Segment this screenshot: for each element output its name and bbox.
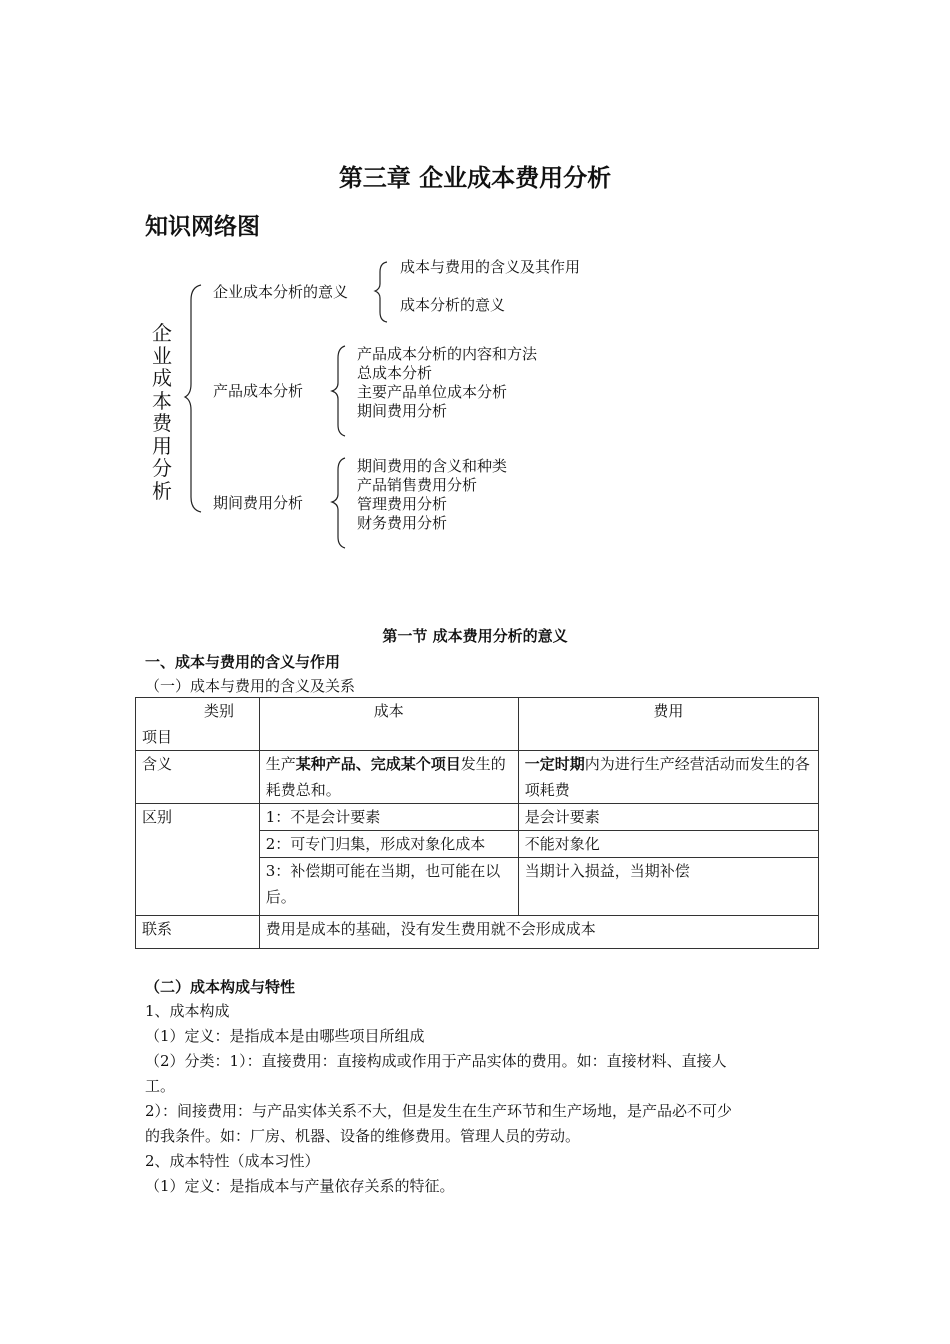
paragraph: 1、成本构成 — [145, 1002, 230, 1020]
paragraph: 2、成本特性（成本习性） — [145, 1152, 320, 1170]
branch-item: 管理费用分析 — [357, 495, 448, 513]
row-label: 区别 — [136, 804, 260, 916]
header-diagonal-cell — [136, 698, 260, 751]
difference-cost: 3：补偿期可能在当期，也可能在以后。 — [259, 858, 518, 916]
paragraph: （2）分类：1）：直接费用：直接构成或作用于产品实体的费用。如：直接材料、直接人 — [145, 1052, 727, 1070]
difference-cost: 2：可专门归集，形成对象化成本 — [259, 831, 518, 858]
heading-1: 一、成本与费用的含义与作用 — [145, 653, 341, 671]
branch-label: 期间费用分析 — [213, 494, 304, 512]
cost-expense-table — [135, 697, 819, 949]
table-row-difference — [136, 804, 819, 831]
difference-cost: 1：不是会计要素 — [259, 804, 518, 831]
brace-branch-3 — [332, 458, 345, 548]
table-header-row — [136, 698, 819, 751]
difference-expense: 不能对象化 — [518, 831, 818, 858]
paragraph: 工。 — [145, 1077, 176, 1095]
branch-item: 成本与费用的含义及其作用 — [400, 258, 581, 276]
branch-label: 产品成本分析 — [213, 382, 304, 400]
paragraph: （1）定义：是指成本与产量依存关系的特征。 — [145, 1177, 455, 1195]
branch-item: 产品销售费用分析 — [357, 476, 478, 494]
paragraph: 的我条件。如：厂房、机器、设备的维修费用。管理人员的劳动。 — [145, 1127, 581, 1145]
meaning-cost: 生产某种产品、完成某个项目发生的耗费总和。 — [259, 751, 518, 804]
table-row-meaning — [136, 751, 819, 804]
header-expense: 费用 — [518, 698, 818, 751]
branch-item: 主要产品单位成本分析 — [357, 383, 508, 401]
brace-root — [185, 285, 201, 512]
relation-text: 费用是成本的基础，没有发生费用就不会形成成本 — [259, 916, 818, 949]
knowledge-network-heading: 知识网络图 — [145, 214, 260, 240]
branch-item: 产品成本分析的内容和方法 — [357, 345, 538, 363]
row-label: 含义 — [136, 751, 260, 804]
branch-item: 期间费用的含义和种类 — [357, 457, 508, 475]
brace-branch-1 — [375, 262, 387, 322]
branch-item: 财务费用分析 — [357, 514, 448, 532]
section-title: 第一节 成本费用分析的意义 — [382, 627, 568, 645]
branch-item: 成本分析的意义 — [400, 296, 506, 314]
header-cost: 成本 — [259, 698, 518, 751]
chapter-title: 第三章 企业成本费用分析 — [338, 164, 612, 192]
row-label: 联系 — [136, 916, 260, 949]
header-category: 类别 — [204, 702, 235, 720]
difference-expense: 当期计入损益，当期补偿 — [518, 858, 818, 916]
branch-label: 企业成本分析的意义 — [213, 283, 349, 301]
subheading-1: （一）成本与费用的含义及关系 — [145, 677, 356, 695]
difference-expense: 是会计要素 — [518, 804, 818, 831]
subheading-2: （二）成本构成与特性 — [145, 978, 296, 996]
table-row-relation — [136, 916, 819, 949]
paragraph: 2）：间接费用：与产品实体关系不大，但是发生在生产环节和生产场地，是产品必不可少 — [145, 1102, 733, 1120]
branch-item: 总成本分析 — [357, 364, 433, 382]
header-item: 项目 — [142, 728, 173, 746]
branch-item: 期间费用分析 — [357, 402, 448, 420]
map-root: 企业成本费用分析 — [152, 321, 172, 503]
meaning-expense: 一定时期内为进行生产经营活动而发生的各项耗费 — [518, 751, 818, 804]
brace-branch-2 — [332, 346, 345, 436]
paragraph: （1）定义：是指成本是由哪些项目所组成 — [145, 1027, 425, 1045]
